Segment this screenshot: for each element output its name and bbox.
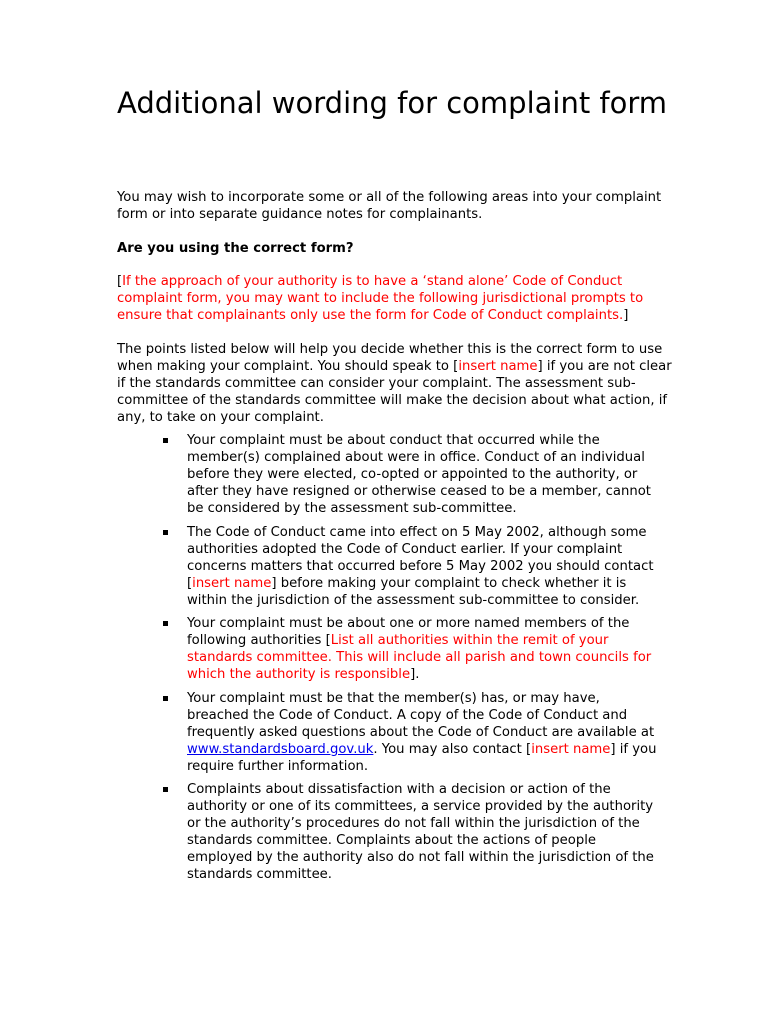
points-intro-part2: ] if you are not clear if the standards committee can consider your complaint. The assessment sub-committee of the standards committee will make the decision about what action, if any, to take on your complaint. bbox=[117, 359, 672, 425]
bullet-text-part2: . You may also contact [ bbox=[373, 741, 532, 757]
close-bracket: ] bbox=[623, 308, 629, 323]
insert-name-placeholder: insert name bbox=[192, 575, 272, 591]
authorities-placeholder: List all authorities within the remit of your standards committee. This will include all parish and town councils for which the authority is responsible bbox=[187, 633, 652, 682]
bullet-item-breach bbox=[160, 690, 660, 775]
bullet-text-part1: Your complaint must be about one or more named members of the following authorities [ bbox=[187, 616, 630, 648]
bullet-square-icon bbox=[163, 787, 168, 792]
bullet-text-part1: The Code of Conduct came into effect on 5 May 2002, although some authorities adopted the Code of Conduct earlier. If your complaint concerns matters that occurred before 5 May 2002 you should contact [ bbox=[187, 524, 654, 591]
standards-board-link[interactable]: www.standardsboard.gov.uk bbox=[187, 741, 374, 757]
bullet-text: Complaints about dissatisfaction with a decision or action of the authority or one of its committees, a service provided by the authority or the authority’s procedures do not fall within the jurisdiction of the standards committee. Complaints about the actions of people employed by the authority also do not fall within the jurisdiction of the standards committee. bbox=[187, 782, 654, 882]
points-intro-paragraph bbox=[117, 341, 677, 426]
bullet-text-part2: ] before making your complaint to check whether it is within the jurisdiction of the assessment sub-committee to consider. bbox=[187, 575, 640, 608]
insert-name-placeholder: insert name bbox=[458, 359, 538, 374]
page-title: Additional wording for complaint form bbox=[117, 86, 668, 120]
bullet-text: Your complaint must be about conduct that occurred while the member(s) complained about were in office. Conduct of an individual before they were elected, co-opted or appointed to the authority, or after they have resigned or otherwise ceased to be a member, cannot be considered by the assessment sub-committee. bbox=[187, 433, 651, 516]
section-heading: Are you using the correct form? bbox=[117, 241, 354, 256]
bullet-square-icon bbox=[163, 696, 168, 701]
open-bracket: [ bbox=[117, 274, 123, 289]
bullet-item-in-office bbox=[160, 432, 660, 517]
bullet-square-icon bbox=[163, 438, 168, 443]
guidance-note bbox=[117, 273, 677, 324]
bullet-text-part2: ]. bbox=[410, 667, 420, 682]
insert-name-placeholder: insert name bbox=[531, 741, 611, 757]
bullet-text-part3: ] if you require further information. bbox=[187, 741, 657, 774]
bullet-square-icon bbox=[163, 530, 168, 535]
points-intro-part1: The points listed below will help you decide whether this is the correct form to use when making your complaint. You should speak to [ bbox=[117, 342, 663, 374]
bullet-text-part1: Your complaint must be that the member(s) has, or may have, breached the Code of Conduct. A copy of the Code of Conduct and frequently asked questions about the Code of Conduct are available at bbox=[187, 690, 655, 740]
jurisdiction-bullet-list bbox=[160, 432, 660, 890]
bullet-item-dissatisfaction bbox=[160, 781, 660, 883]
bullet-item-effective-date bbox=[160, 524, 660, 609]
guidance-note-text: If the approach of your authority is to have a ‘stand alone’ Code of Conduct complaint form, you may want to include the following jurisdictional prompts to ensure that complainants only use the form for Code of Conduct complaints. bbox=[117, 274, 644, 323]
intro-paragraph: You may wish to incorporate some or all of the following areas into your complaint form or into separate guidance notes for complainants. bbox=[117, 190, 662, 222]
bullet-item-named-members bbox=[160, 615, 660, 683]
bullet-square-icon bbox=[163, 621, 168, 626]
